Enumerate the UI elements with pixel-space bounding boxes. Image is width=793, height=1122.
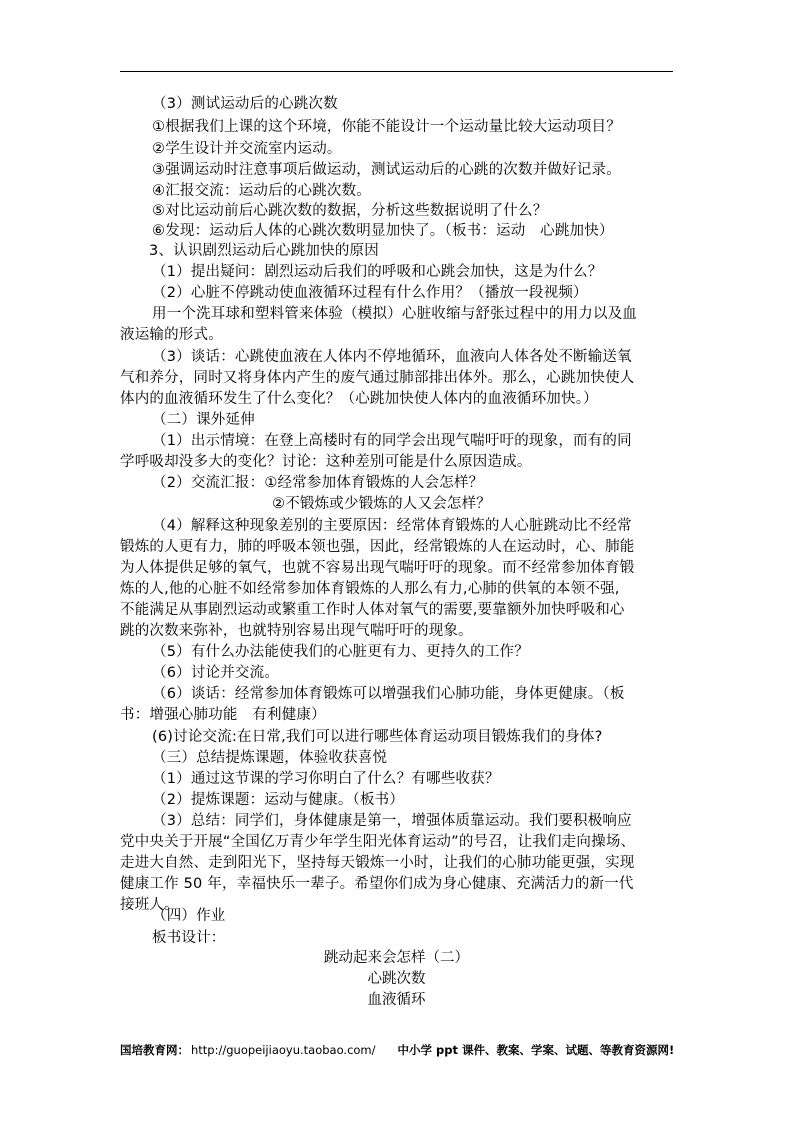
board-title: 跳动起来会怎样（二） [324,950,469,966]
text-line: 锻炼的人更有力，肺的呼吸本领也强，因此，经常锻炼的人在运动时，心、肺能 [120,539,635,555]
text-line: ②学生设计并交流室内运动。 [152,141,342,157]
text-line: 接班人。 [120,897,179,913]
text-line: 板书设计： [152,930,226,946]
text-line: ⑥发现：运动后人体的心跳次数明显加快了。（板书：运动 心跳加快） [152,223,614,239]
text-line: （2）提炼课题：运动与健康。（板书） [152,792,405,808]
text-line: （3）测试运动后的心跳次数 [152,96,338,112]
text-line: （1）出示情境：在登上高楼时有的同学会出现气喘吁吁的现象，而有的同 [152,433,632,449]
text-line: 跳的次数来弥补，也就特别容易出现气喘吁吁的现象。 [120,623,473,639]
text-line: （2）心脏不停跳动使血液循环过程有什么作用？（播放一段视频） [152,285,588,301]
text-line: ⑤对比运动前后心跳次数的数据，分析这些数据说明了什么？ [152,203,548,219]
text-line: （1）通过这节课的学习你明白了什么？有哪些收获？ [152,771,500,787]
text-line: ②不锻炼或少锻炼的人又会怎样？ [272,496,491,512]
text-line: （5）有什么办法能使我们的心脏更有力、更持久的工作？ [152,644,529,660]
text-line: （6）谈话：经常参加体育锻炼可以增强我们心肺功能，身体更健康。（板 [152,686,625,702]
text-line: （1）提出疑问：剧烈运动后我们的呼吸和心跳会加快，这是为什么？ [152,264,603,280]
board-item: 血液循环 [367,992,426,1008]
text-line: （4）解释这种现象差别的主要原因：经常体育锻炼的人心脏跳动比不经常 [152,518,632,534]
section-heading: （二）课外延伸 [152,412,255,428]
text-line: 液运输的形式。 [120,327,223,343]
text-line: （3）谈话：心跳使血液在人体内不停地循环，血液向人体各处不断输送氧 [152,349,632,365]
header-rule [120,71,673,72]
text-line: （6）讨论并交流。 [152,665,280,681]
text-line: 用一个洗耳球和塑料管来体验（模拟）心脏收缩与舒张过程中的用力以及血 [152,306,638,322]
text-line: 走进大自然、走到阳光下，坚持每天锻炼一小时，让我们的心肺功能更强，实现 [120,855,635,871]
text-line: ①根据我们上课的这个环境，你能不能设计一个运动量比较大运动项目？ [152,119,621,135]
footer-site-label: 国培教育网： [120,1043,189,1057]
text-line: 党中央关于开展“全国亿万青少年学生阳光体育运动”的号召，让我们走向操场、 [120,834,636,850]
text-line: 为人体提供足够的氧气，也就不容易出现气喘吁吁的现象。而不经常参加体育锻 [120,560,635,576]
text-line: 书：增强心肺功能 有利健康） [120,707,326,723]
text-line: 体内的血液循环发生了什么变化？（心跳加快使人体内的血液循环加快。） [120,391,598,407]
text-line: 不能满足从事剧烈运动或繁重工作时人体对氧气的需要,要靠额外加快呼吸和心 [120,602,625,618]
section-heading: （三）总结提炼课题，体验收获喜悦 [152,750,388,766]
board-item: 心跳次数 [367,971,426,987]
text-line: 学呼吸却没多大的变化？讨论：这种差别可能是什么原因造成。 [120,454,532,470]
text-line: 健康工作 50 年，幸福快乐一辈子。希望你们成为身心健康、充满活力的新一代 [120,876,634,892]
section-heading: （四）作业 [152,908,226,924]
page-footer [120,1043,673,1057]
text-line: 3、认识剧烈运动后心跳加快的原因 [149,243,379,259]
footer-url-link[interactable]: http://guopeijiaoyu.taobao.com/ [191,1043,376,1057]
text-line: 炼的人,他的心脏不如经常参加体育锻炼的人那么有力,心肺的供氧的本领不强, [120,581,620,597]
text-line: （2）交流汇报：①经常参加体育锻炼的人会怎样？ [152,475,484,491]
text-line: ③强调运动时注意事项后做运动，测试运动后的心跳的次数并做好记录。 [152,162,621,178]
text-line: 气和养分，同时又将身体内产生的废气通过肺部排出体外。那么，心跳加快使人 [120,370,635,386]
text-line: (6)讨论交流:在日常,我们可以进行哪些体育运动项目锻炼我们的身体? [152,729,603,745]
text-line: ④汇报交流：运动后的心跳次数。 [152,183,371,199]
footer-slogan: 中小学 ppt 课件、教案、学案、试题、等教育资源网! [397,1043,675,1057]
text-line: （3）总结：同学们，身体健康是第一，增强体质靠运动。我们要积极响应 [152,813,632,829]
